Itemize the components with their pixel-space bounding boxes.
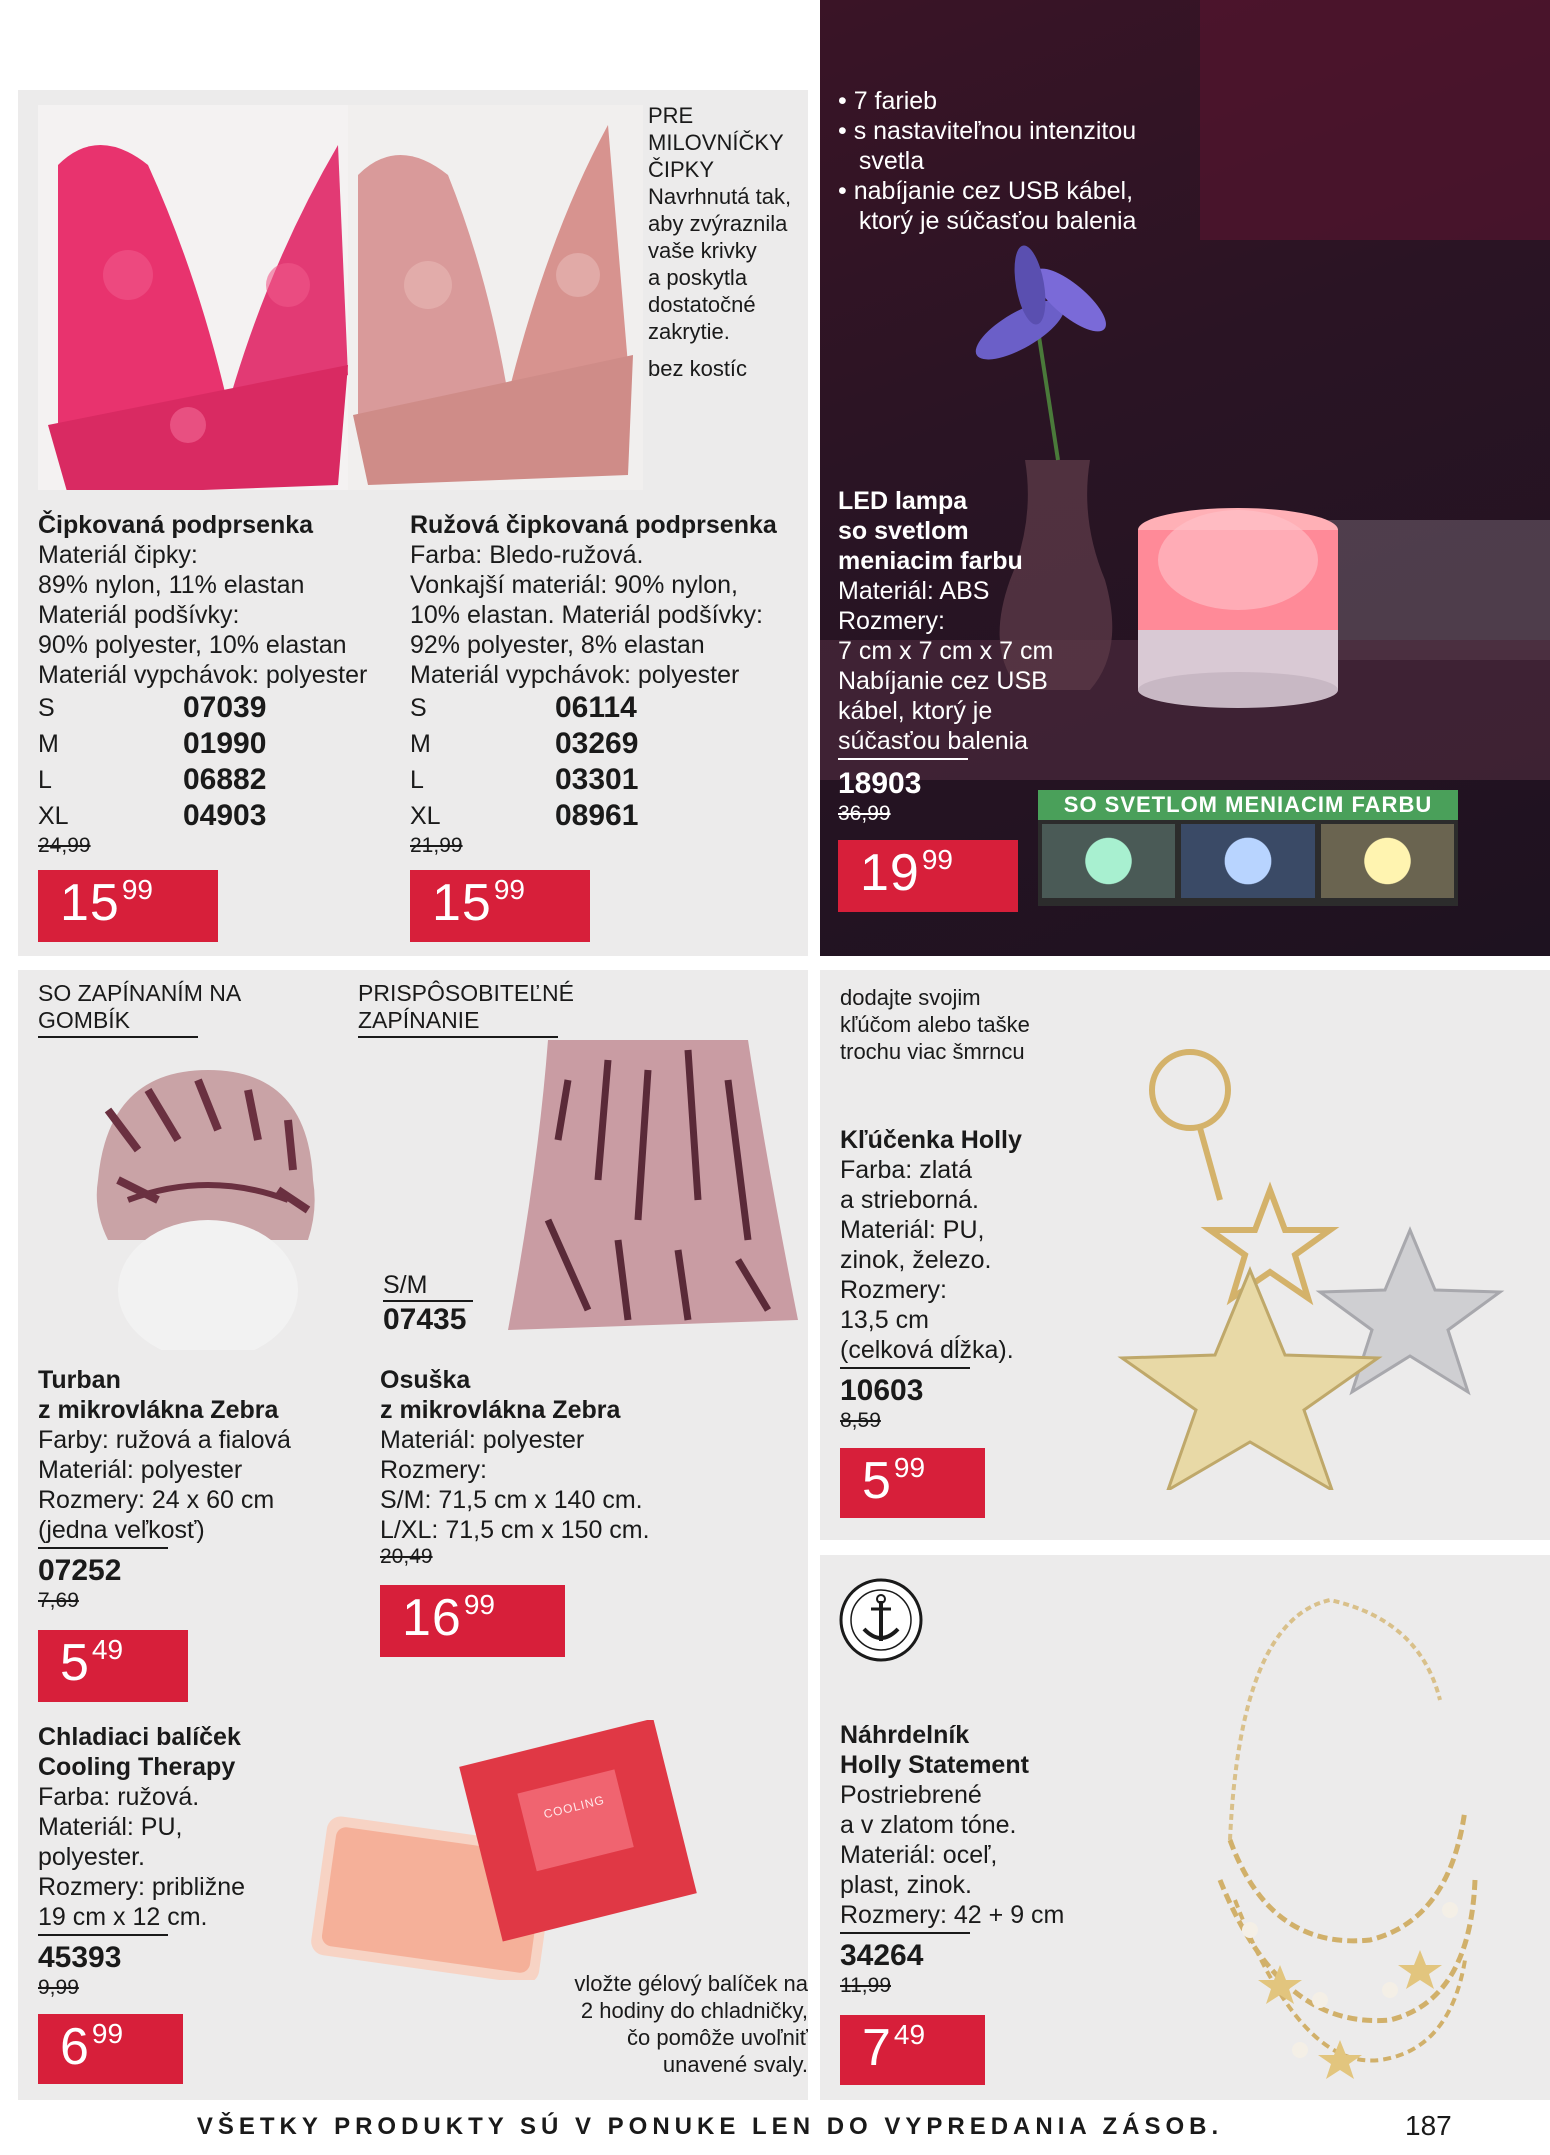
- turban-old-price: 7,69: [38, 1589, 79, 1612]
- towel-line: L/XL: 71,5 cm x 150 cm.: [380, 1516, 650, 1544]
- bra1-price-tag: [38, 870, 218, 942]
- bra1-line: Materiál čipky:: [38, 541, 198, 569]
- towel-image: [488, 1020, 808, 1340]
- necklace-price-tag: [840, 2015, 985, 2085]
- cooling-note: čo pomôže uvoľniť: [627, 2025, 808, 2050]
- lamp-line: súčasťou balenia: [838, 727, 1029, 755]
- cooling-line: 19 cm x 12 cm.: [38, 1903, 208, 1931]
- price-main: 15: [60, 874, 120, 932]
- price-cents: 99: [893, 1452, 926, 1483]
- lamp-bullet: • s nastaviteľnou intenzitou: [838, 117, 1137, 145]
- towel-title: Osuška: [380, 1366, 471, 1394]
- keychain-price-tag: [840, 1448, 985, 1518]
- divider: [38, 1934, 168, 1936]
- lamp-line: Nabíjanie cez USB: [838, 667, 1048, 695]
- size-label: XL: [410, 802, 441, 830]
- cooling-line: Materiál: PU,: [38, 1813, 183, 1841]
- lamp-title: so svetlom: [838, 517, 969, 545]
- rose-bra-image: [348, 105, 643, 490]
- pink-bra-image: [38, 105, 358, 490]
- green-lamp-thumb: [1042, 824, 1175, 898]
- size-label: S: [38, 694, 55, 722]
- turban-line: Rozmery: 24 x 60 cm: [38, 1486, 275, 1514]
- keychain-note: trochu viac šmrncu: [840, 1039, 1025, 1064]
- lamp-bullet: • 7 farieb: [838, 87, 938, 115]
- keychain-note: kľúčom alebo taške: [840, 1012, 1030, 1037]
- price-cents: 99: [921, 844, 953, 875]
- turban-code: 07252: [38, 1554, 122, 1587]
- cooling-price-tag: [38, 2014, 183, 2084]
- necklace-line: Postriebrené: [840, 1781, 982, 1809]
- keychain-line: Farba: zlatá: [840, 1156, 973, 1184]
- lace-extra: bez kostíc: [648, 356, 748, 381]
- product-code: 06882: [183, 763, 267, 796]
- turban-tag: GOMBÍK: [38, 1007, 131, 1033]
- turban-line: Farby: ružová a fialová: [38, 1426, 291, 1454]
- product-code: 03269: [555, 727, 639, 760]
- divider: [838, 758, 968, 760]
- cooling-note: vložte gélový balíček na: [574, 1971, 808, 1996]
- bra2-line: Farba: Bledo-ružová.: [410, 541, 644, 569]
- keychain-line: Rozmery:: [840, 1276, 947, 1304]
- divider: [840, 1367, 970, 1369]
- size-label: S: [410, 694, 427, 722]
- lace-heading-3: ČIPKY: [648, 157, 715, 182]
- keychain-line: a strieborná.: [840, 1186, 979, 1214]
- price-main: 7: [862, 2019, 892, 2077]
- lace-heading-1: PRE: [648, 103, 694, 128]
- necklace-title: Holly Statement: [840, 1751, 1029, 1779]
- bra2-old-price: 21,99: [410, 834, 463, 857]
- divider: [38, 1036, 198, 1038]
- keychain-panel: [820, 970, 1550, 1540]
- lamp-title: meniacim farbu: [838, 547, 1023, 575]
- towel-tag: PRISPÔSOBITEĽNÉ: [358, 980, 575, 1006]
- cooling-pack-image: [288, 1720, 728, 1980]
- cooling-title: Chladiaci balíček: [38, 1723, 241, 1751]
- cooling-note: 2 hodiny do chladničky,: [580, 1998, 808, 2023]
- price-main: 15: [432, 874, 492, 932]
- blue-lamp-thumb: [1181, 824, 1314, 898]
- cooling-line: Farba: ružová.: [38, 1783, 200, 1811]
- price-main: 16: [402, 1589, 462, 1647]
- necklace-image: [1120, 1580, 1540, 2090]
- necklace-line: plast, zinok.: [840, 1871, 973, 1899]
- towel-title: z mikrovlákna Zebra: [380, 1396, 621, 1424]
- lace-heading-2: MILOVNÍČKY: [648, 130, 784, 155]
- keychain-old-price: 8,59: [840, 1409, 881, 1432]
- price-cents: 99: [91, 2018, 124, 2049]
- bra1-title: Čipkovaná podprsenka: [38, 511, 314, 539]
- lamp-line: kábel, ktorý je: [838, 697, 993, 725]
- towel-price-tag: [380, 1585, 565, 1657]
- towel-size-label: S/M: [383, 1271, 428, 1299]
- cooling-box-label: COOLING: [542, 1792, 607, 1822]
- necklace-line: Materiál: oceľ,: [840, 1841, 998, 1869]
- bra1-line: 90% polyester, 10% elastan: [38, 631, 347, 659]
- lace-body-3: vaše krivky: [648, 238, 757, 263]
- necklace-line: Rozmery: 42 + 9 cm: [840, 1901, 1065, 1929]
- price-main: 5: [60, 1634, 90, 1692]
- towel-tag: ZAPÍNANIE: [358, 1007, 480, 1033]
- turban-line: Materiál: polyester: [38, 1456, 243, 1484]
- size-label: XL: [38, 802, 69, 830]
- turban-line: (jedna veľkosť): [38, 1516, 205, 1544]
- bra2-line: 92% polyester, 8% elastan: [410, 631, 705, 659]
- keychain-line: (celková dĺžka).: [840, 1336, 1014, 1364]
- bra2-size-table: [410, 690, 805, 834]
- color-banner: [1038, 790, 1458, 906]
- price-cents: 99: [493, 874, 525, 905]
- turban-title: Turban: [38, 1366, 121, 1394]
- size-label: M: [410, 730, 431, 758]
- cooling-title: Cooling Therapy: [38, 1753, 236, 1781]
- lace-body-4: a poskytla: [648, 265, 748, 290]
- necklace-title: Náhrdelník: [840, 1721, 970, 1749]
- price-main: 6: [60, 2018, 90, 2076]
- necklace-line: a v zlatom tóne.: [840, 1811, 1017, 1839]
- price-cents: 99: [121, 874, 153, 905]
- towel-line: S/M: 71,5 cm x 140 cm.: [380, 1486, 643, 1514]
- turban-tag: SO ZAPÍNANÍM NA: [38, 980, 242, 1006]
- keychain-line: 13,5 cm: [840, 1306, 929, 1334]
- price-cents: 99: [463, 1589, 495, 1620]
- towel-old-price: 20,49: [380, 1545, 433, 1568]
- cooling-line: polyester.: [38, 1843, 146, 1871]
- anchor-icon: [838, 1577, 924, 1663]
- lamp-line: Rozmery:: [838, 607, 945, 635]
- lamp-bullet: • nabíjanie cez USB kábel,: [838, 177, 1134, 205]
- product-code: 07039: [183, 691, 267, 724]
- keychain-code: 10603: [840, 1374, 924, 1407]
- bra2-price-tag: [410, 870, 590, 942]
- product-code: 08961: [555, 799, 639, 832]
- turban-title: z mikrovlákna Zebra: [38, 1396, 279, 1424]
- cooling-note: unavené svaly.: [662, 2052, 808, 2077]
- lace-body-5: dostatočné: [648, 292, 756, 317]
- lamp-code: 18903: [838, 767, 922, 800]
- bra2-title: Ružová čipkovaná podprsenka: [410, 511, 777, 539]
- necklace-old-price: 11,99: [840, 1974, 891, 1997]
- cooling-old-price: 9,99: [38, 1976, 79, 1999]
- lace-body-2: aby zvýraznila: [648, 211, 788, 236]
- bra1-size-table: [38, 690, 408, 834]
- necklace-panel: [820, 1555, 1550, 2100]
- keychain-note: dodajte svojim: [840, 985, 981, 1010]
- yellow-lamp-thumb: [1321, 824, 1454, 898]
- product-code: 01990: [183, 727, 267, 760]
- lamp-price-tag: [838, 840, 1018, 912]
- keychain-title: Kľúčenka Holly: [840, 1126, 1022, 1154]
- lamp-bullet: svetla: [838, 147, 925, 175]
- bra2-line: Vonkajší materiál: 90% nylon,: [410, 571, 738, 599]
- price-main: 5: [862, 1452, 892, 1510]
- turban-price-tag: [38, 1630, 188, 1702]
- divider: [840, 1932, 970, 1934]
- bra2-line: 10% elastan. Materiál podšívky:: [410, 601, 763, 629]
- lamp-old-price: 36,99: [838, 802, 891, 825]
- divider: [38, 1547, 168, 1549]
- footer-notice: VŠETKY PRODUKTY SÚ V PONUKE LEN DO VYPREDANIA ZÁSOB.: [196, 2113, 1224, 2140]
- turban-image: [78, 1050, 328, 1350]
- towel-line: Rozmery:: [380, 1456, 487, 1484]
- size-label: L: [410, 766, 424, 794]
- lace-body-1: Navrhnutá tak,: [648, 184, 792, 209]
- lace-body-6: zakrytie.: [648, 319, 730, 344]
- price-cents: 49: [893, 2019, 926, 2050]
- product-code: 04903: [183, 799, 267, 832]
- towel-size-code: 07435: [383, 1303, 467, 1336]
- bra2-line: Materiál vypchávok: polyester: [410, 661, 740, 689]
- towel-line: Materiál: polyester: [380, 1426, 585, 1454]
- product-code: 03301: [555, 763, 639, 796]
- product-code: 06114: [555, 691, 637, 724]
- lamp-line: 7 cm x 7 cm x 7 cm: [838, 637, 1054, 665]
- necklace-code: 34264: [840, 1939, 924, 1972]
- cooling-code: 45393: [38, 1941, 122, 1974]
- bra-panel: [18, 90, 808, 956]
- bra1-line: Materiál vypchávok: polyester: [38, 661, 368, 689]
- size-label: M: [38, 730, 59, 758]
- bra1-old-price: 24,99: [38, 834, 91, 857]
- lamp-bullet: ktorý je súčasťou balenia: [838, 207, 1137, 235]
- cooling-line: Rozmery: približne: [38, 1873, 246, 1901]
- bra1-line: 89% nylon, 11% elastan: [38, 571, 305, 599]
- price-main: 19: [860, 844, 920, 902]
- price-cents: 49: [91, 1634, 124, 1665]
- lamp-title: LED lampa: [838, 487, 968, 515]
- lamp-panel: [820, 0, 1550, 956]
- page-number: 187: [1405, 2110, 1452, 2141]
- keychain-line: Materiál: PU,: [840, 1216, 985, 1244]
- size-label: L: [38, 766, 52, 794]
- lamp-line: Materiál: ABS: [838, 577, 990, 605]
- keychain-image: [1080, 1030, 1540, 1490]
- bra1-line: Materiál podšívky:: [38, 601, 240, 629]
- keychain-line: zinok, železo.: [840, 1246, 992, 1274]
- turban-towel-panel: [18, 970, 808, 2100]
- color-banner-title: SO SVETLOM MENIACIM FARBU: [1038, 790, 1458, 820]
